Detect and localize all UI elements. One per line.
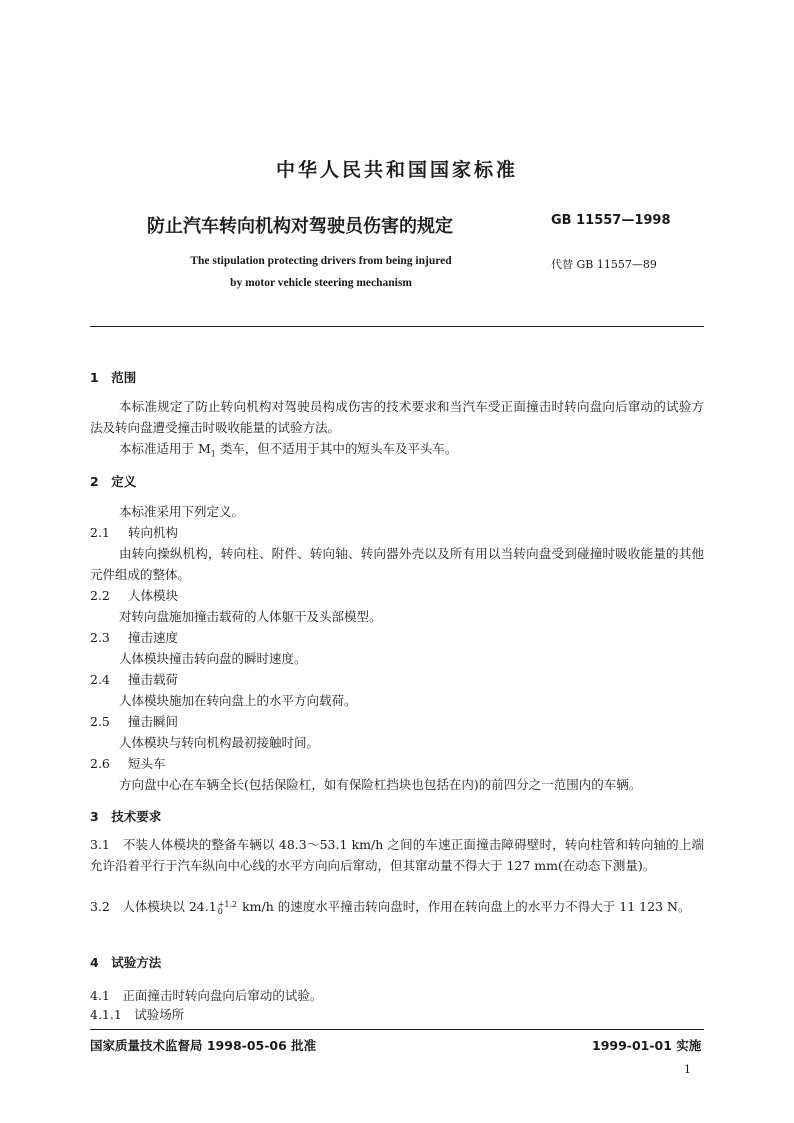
- section-1-paragraph-2: 本标准适用于 $M_1$ 类车，但不适用于其中的短头车及平头车。: [119, 441, 458, 459]
- document-title: 防止汽车转向机构对驾驶员伤害的规定: [147, 216, 453, 237]
- section-3-heading: 3 技术要求: [90, 809, 162, 824]
- section-2-intro: 本标准采用下列定义。: [119, 504, 245, 519]
- header-divider: [90, 326, 704, 327]
- definition-2-1-term: 2.1 转向机构: [90, 525, 179, 540]
- definition-2-4-term: 2.4 撞击载荷: [90, 672, 179, 687]
- standard-title: 中华人民共和国国家标准: [275, 159, 518, 181]
- definition-2-6-term: 2.6 短头车: [90, 756, 166, 771]
- definition-2-2-term: 2.2 人体模块: [90, 588, 179, 603]
- definition-2-5-term: 2.5 撞击瞬间: [90, 714, 179, 729]
- section-2-heading: 2 定义: [90, 474, 137, 489]
- footer-divider: [90, 1029, 704, 1030]
- section-4-heading: 4 试验方法: [90, 955, 162, 970]
- definition-2-6-text: 方向盘中心在车辆全长(包括保险杠，如有保险杠挡块也包括在内)的前四分之一范围内的车辆。: [119, 777, 642, 792]
- english-title-line1: The stipulation protecting drivers from being injured: [190, 255, 452, 267]
- definition-2-3-text: 人体模块撞击转向盘的瞬时速度。: [119, 651, 307, 666]
- speed-tolerance: +1.2 0: [217, 899, 238, 916]
- gb-code: GB 11557—1998: [551, 213, 671, 228]
- section-1-paragraph-1: 本标准规定了防止转向机构对驾驶员构成伤害的技术要求和当汽车受正面撞击时转向盘向后窜动的试验方法及转向盘遭受撞击时吸收能量的试验方法。: [90, 399, 704, 435]
- method-4-1: 4.1 正面撞击时转向盘向后窜动的试验。: [90, 988, 323, 1003]
- definition-2-4-text: 人体模块施加在转向盘上的水平方向载荷。: [119, 693, 357, 708]
- requirement-3-1: 3.1 不装人体模块的整备车辆以 48.3～53.1 km/h 之间的车速正面撞击障碍壁时，转向柱管和转向轴的上端允许沿着平行于汽车纵向中心线的水平方向向后窜动，但其窜动量不得大于 127 mm(在动态下测量)。: [90, 837, 704, 873]
- page-number: 1: [684, 1063, 691, 1076]
- definition-2-5-text: 人体模块与转向机构最初接触时间。: [119, 735, 320, 750]
- definition-2-3-term: 2.3 撞击速度: [90, 630, 179, 645]
- english-title-line2: by motor vehicle steering mechanism: [230, 277, 412, 289]
- method-4-1-1: 4.1.1 试验场所: [90, 1007, 185, 1022]
- replaces-standard: 代替 GB 11557—89: [551, 258, 657, 271]
- definition-2-2-text: 对转向盘施加撞击载荷的人体躯干及头部模型。: [119, 609, 382, 624]
- effective-date: 1999-01-01 实施: [592, 1038, 702, 1053]
- requirement-3-2: 3.2 人体模块以 24.1 +1.2 0 km/h 的速度水平撞击转向盘时，作用在转向盘上的水平力不得大于 11 123 N。: [90, 899, 691, 916]
- definition-2-1-text: 由转向操纵机构，转向柱、附件、转向轴、转向器外壳以及所有用以当转向盘受到碰撞时吸收能量的其他元件组成的整体。: [90, 546, 704, 582]
- approval-line: 国家质量技术监督局 1998-05-06 批准: [90, 1038, 317, 1053]
- section-1-heading: 1 范围: [90, 370, 137, 385]
